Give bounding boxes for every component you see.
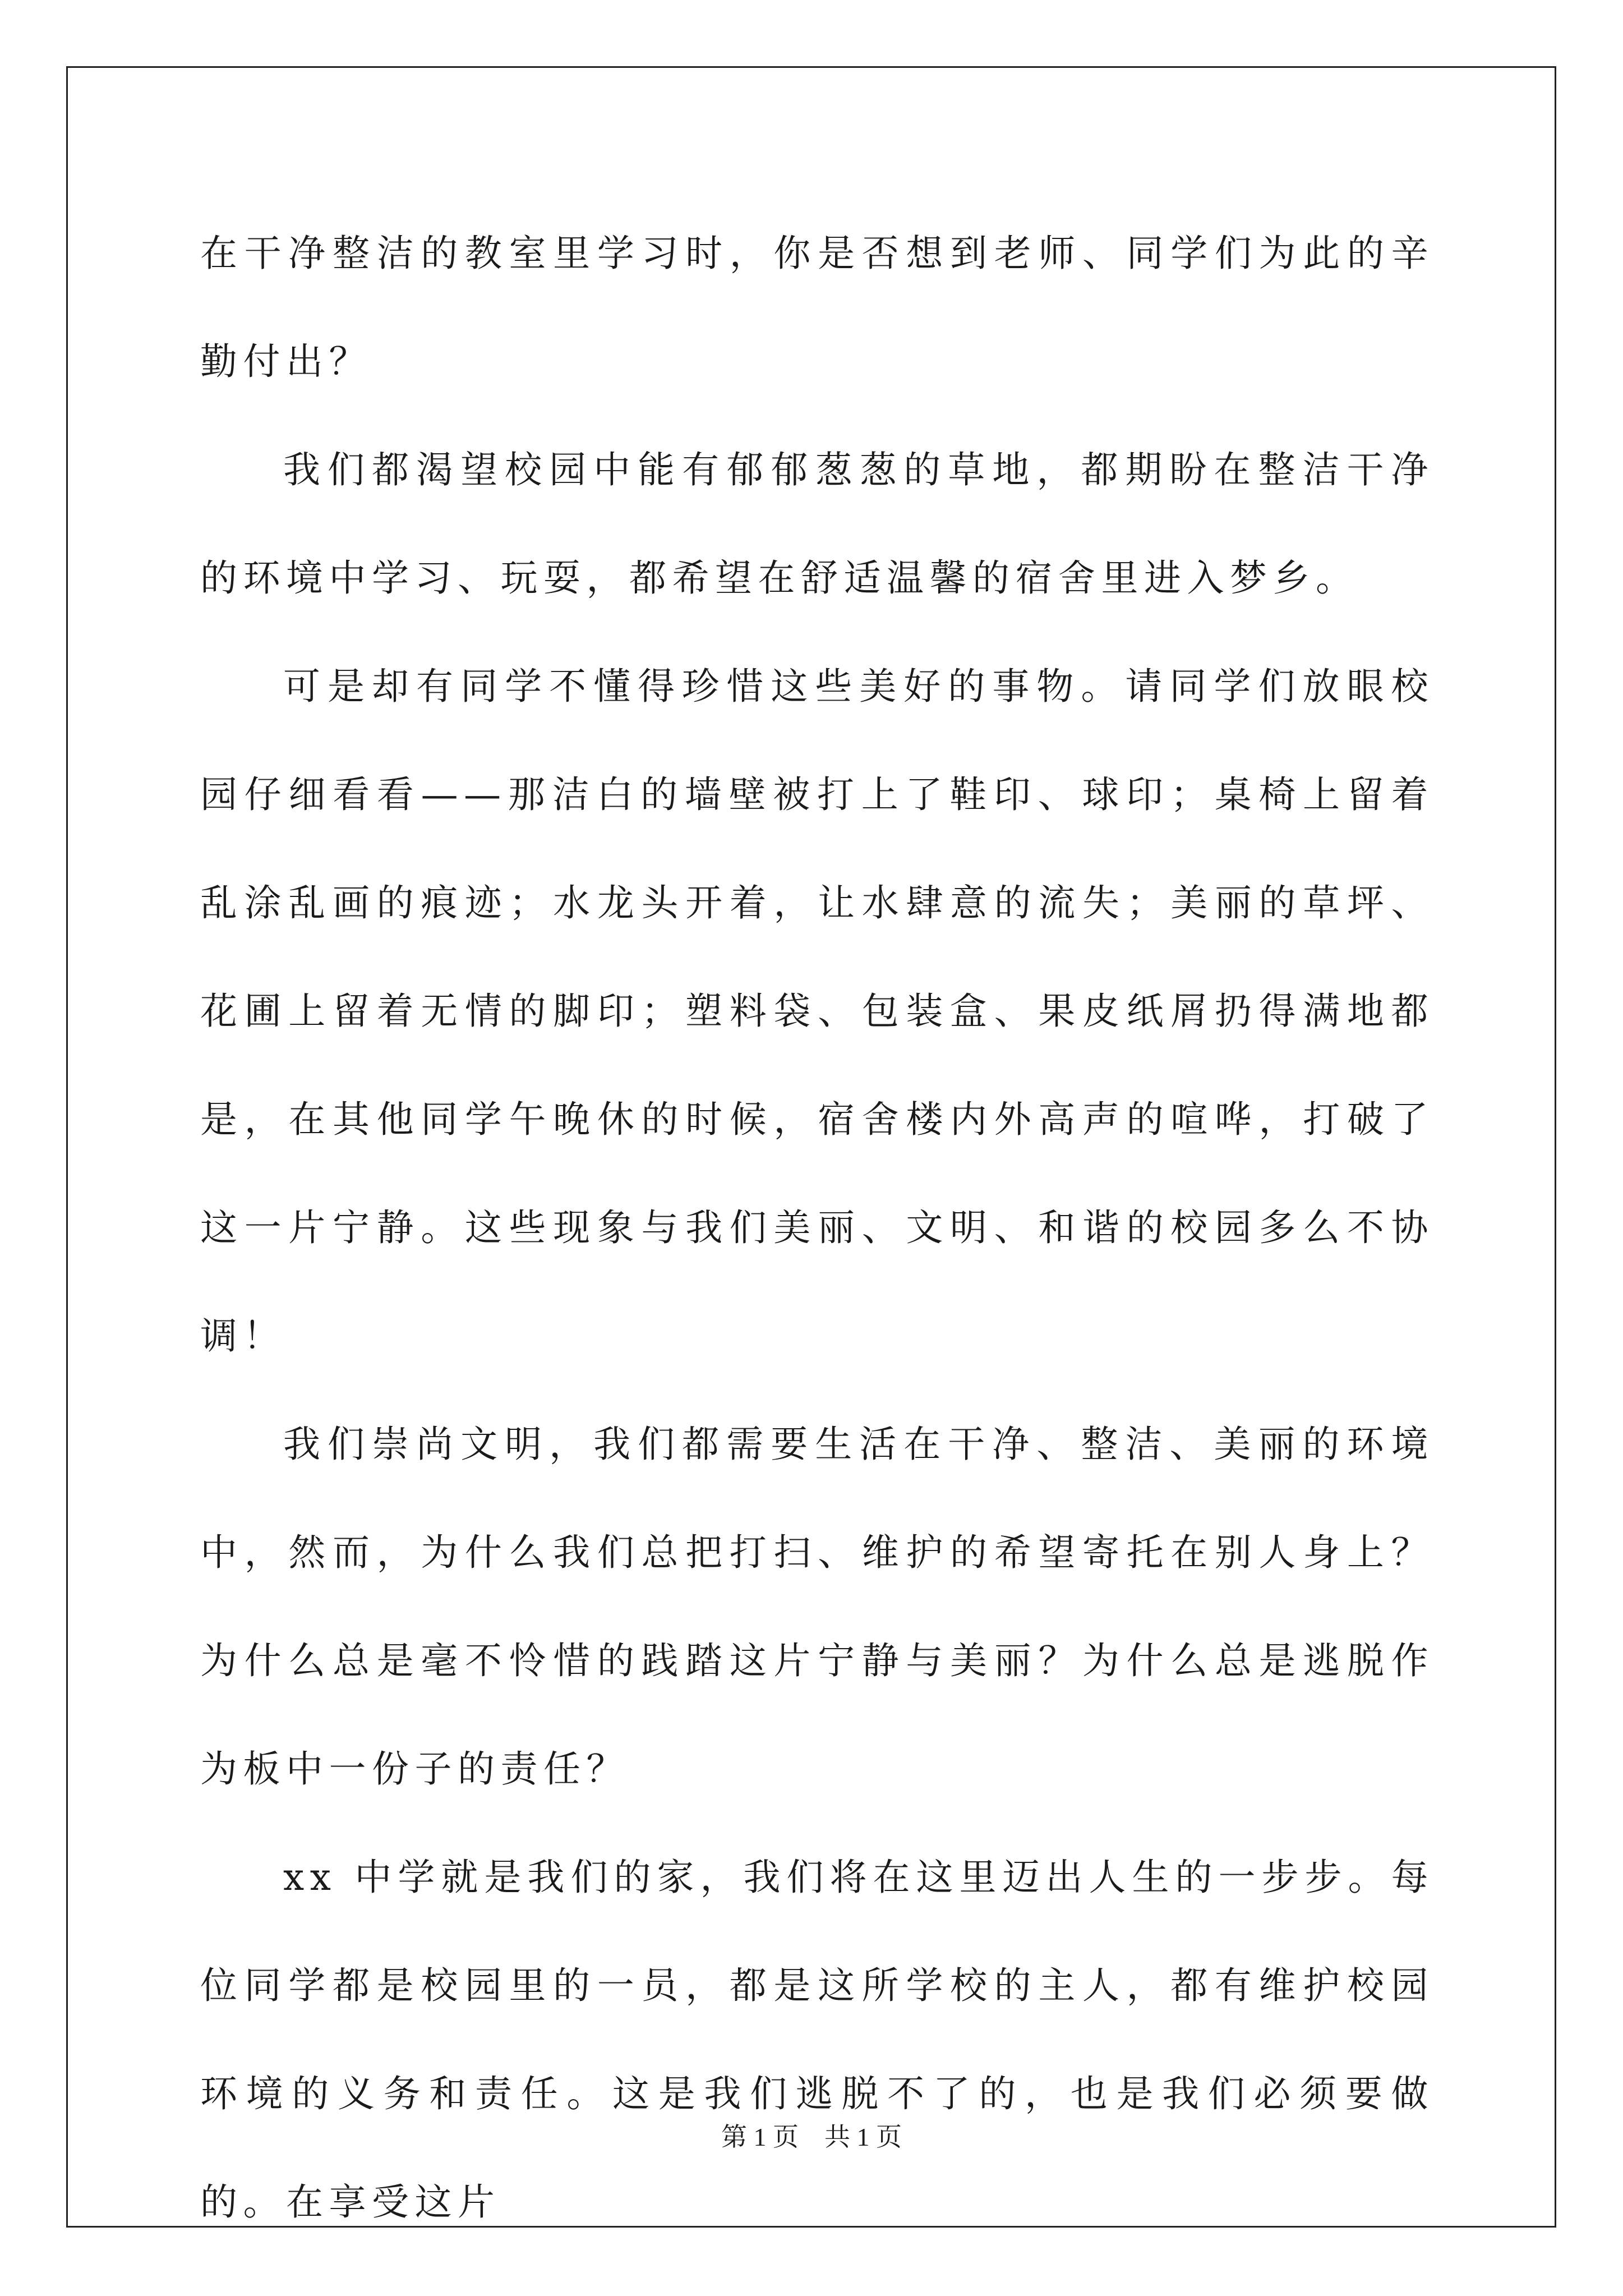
paragraph-4: 我们崇尚文明，我们都需要生活在干净、整洁、美丽的环境中，然而，为什么我们总把打扫、维护的希望寄托在别人身上？为什么总是毫不怜惜的践踏这片宁静与美丽？为什么总是逃脱作为板中一份子的责任？ (200, 1423, 1434, 1791)
paragraph-3: 可是却有同学不懂得珍惜这些美好的事物。请同学们放眼校园仔细看看——那洁白的墙壁被打上了鞋印、球印；桌椅上留着乱涂乱画的痕迹；水龙头开着，让水肆意的流失；美丽的草坪、花圃上留着无情的脚印；塑料袋、包装盒、果皮纸屑扔得满地都是，在其他同学午晚休的时候，宿舍楼内外高声的喧哗，打破了这一片宁静。这些现象与我们美丽、文明、和谐的校园多么不协调！ (200, 665, 1434, 1358)
page-number-current: 第 1 页 (721, 2123, 799, 2151)
page-footer (0, 2120, 1623, 2154)
paragraph-2: 我们都渴望校园中能有郁郁葱葱的草地，都期盼在整洁干净的环境中学习、玩耍，都希望在舒适温馨的宿舍里进入梦乡。 (200, 448, 1434, 600)
paragraph-5: xx 中学就是我们的家，我们将在这里迈出人生的一步步。每位同学都是校园里的一员，都是这所学校的主人，都有维护校园环境的义务和责任。这是我们逃脱不了的，也是我们必须要做的。在享受这片 (200, 1856, 1434, 2224)
document-body (200, 199, 1434, 2256)
paragraph-1: 在干净整洁的教室里学习时，你是否想到老师、同学们为此的辛勤付出？ (200, 232, 1434, 383)
page-number-total: 共 1 页 (824, 2123, 902, 2151)
